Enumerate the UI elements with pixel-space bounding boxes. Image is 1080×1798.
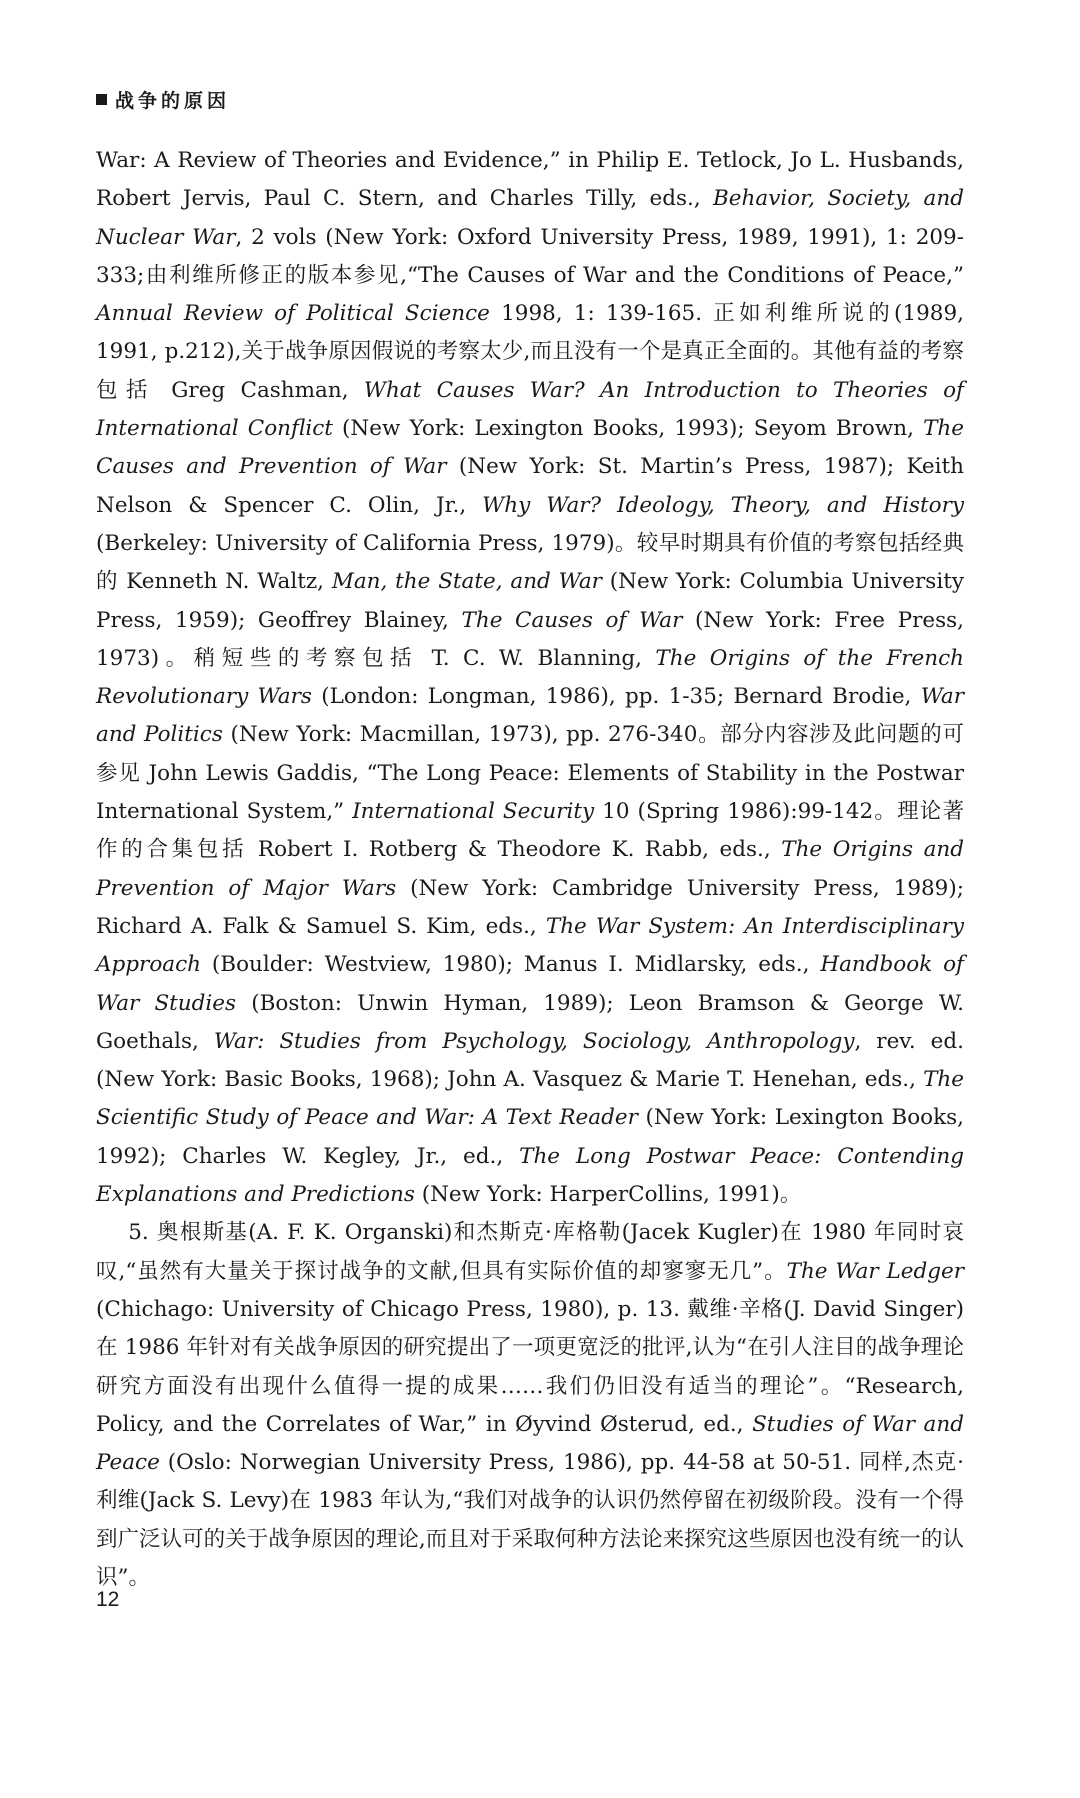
- book-title: Why War? Ideology, Theory, and History: [482, 492, 964, 518]
- journal-title: Annual Review of Political Science: [96, 301, 490, 327]
- journal-title: International Security: [352, 799, 595, 825]
- text-run: (New York: St. Martin’s Press, 1987); Keith Nelson & Spencer C. Olin, Jr.,: [96, 454, 965, 518]
- text-run: (Chichago: University of Chicago Press, 1980), p. 13. 戴维·辛格(J. David Singer)在 1986 年针对有关战争原因的研究提出了一项更宽泛的批评,认为“在引人注目的战争理论研究方面没有出现什么值得一提的成果……我们仍旧没有适当的理论”。“Research, Policy, and the Correlates of War,” in Øyvind Østerud, ed.,: [96, 1296, 964, 1437]
- note-5: [96, 1214, 964, 1597]
- text-run: (London: Longman, 1986), pp. 1-35; Bernard Brodie,: [321, 684, 912, 710]
- text-run: War: A Review of Theories and Evidence,” in Philip E. Tetlock, Jo L. Husbands, Robert Jervis, Paul C. Stern, and Charles Tilly, eds.,: [96, 148, 964, 212]
- page-number: 12: [96, 1588, 120, 1611]
- text-run: (New York: Macmillan, 1973), pp. 276-340。部分内容涉及此问题的可参见 John Lewis Gaddis, “The Long Peace: Elements of Stability in the Postwar International System,”: [96, 722, 964, 825]
- book-title: Man, the State, and War: [331, 569, 602, 595]
- text-run: (New York: HarperCollins, 1991)。: [421, 1182, 802, 1208]
- text-run: (New York: Columbia University Press, 1959); Geoffrey Blainey,: [96, 569, 964, 633]
- book-title: Studies of War and Peace: [96, 1411, 964, 1476]
- book-title: The Scientific Study of Peace and War: A Text Reader: [96, 1067, 964, 1131]
- text-run: (New York: Lexington Books, 1992); Charles W. Kegley, Jr., ed.,: [96, 1105, 964, 1169]
- book-title: The War System: An Interdisciplinary Approach: [96, 913, 964, 978]
- book-title: Handbook of War Studies: [96, 952, 965, 1016]
- book-title: War and Politics: [96, 684, 965, 748]
- book-title: War: Studies from Psychology, Sociology, Anthropology: [213, 1028, 855, 1054]
- book-title: The Causes of War: [461, 607, 683, 633]
- text-run: (Oslo: Norwegian University Press, 1986), pp. 44-58 at 50-51. 同样,杰克·利维(Jack S. Levy)在 1983 年认为,“我们对战争的认识仍然停留在初级阶段。没有一个得到广泛认可的关于战争原因的理论,而且对于采取何种方法论来探究这些原因也没有统一的认识”。: [96, 1450, 964, 1590]
- running-head-text: 战争的原因: [115, 90, 231, 112]
- text-run: (New York: Free Press, 1973)。稍短些的考察包括 T. C. W. Blanning,: [96, 607, 965, 671]
- text-run: (Boulder: Westview, 1980); Manus I. Midlarsky, eds.,: [211, 952, 810, 978]
- body-text: [96, 142, 964, 1597]
- book-title: What Causes War? An Introduction to Theories of International Conflict: [96, 377, 964, 442]
- text-run: (New York: Cambridge University Press, 1989); Richard A. Falk & Samuel S. Kim, eds.,: [96, 875, 964, 939]
- text-run: (Berkeley: University of California Press, 1979)。较早时期具有价值的考察包括经典的 Kenneth N. Waltz,: [96, 530, 964, 595]
- book-title: The Origins of the French Revolutionary Wars: [96, 645, 964, 710]
- square-bullet-icon: [96, 94, 107, 105]
- book-title: The Origins and Prevention of Major Wars: [96, 837, 964, 901]
- text-run: (Boston: Unwin Hyman, 1989); Leon Bramson & George W. Goethals,: [96, 990, 964, 1054]
- text-run: (New York: Lexington Books, 1993); Seyom Brown,: [342, 416, 914, 442]
- book-title: The War Ledger: [786, 1258, 965, 1284]
- book-title: The Long Postwar Peace: Contending Explanations and Predictions: [96, 1143, 964, 1208]
- running-head: [96, 86, 230, 113]
- text-run: 1998, 1: 139-165. 正如利维所说的(1989, 1991, p.212),关于战争原因假说的考察太少,而且没有一个是真正全面的。其他有益的考察包括 Greg Cashman,: [96, 301, 964, 403]
- text-run: , 2 vols (New York: Oxford University Press, 1989, 1991), 1: 209-333;由利维所修正的版本参见,“The Causes of War and the Conditions of Peace,”: [96, 224, 964, 288]
- text-run: 5. 奥根斯基(A. F. K. Organski)和杰斯克·库格勒(Jacek Kugler)在 1980 年同时哀叹,“虽然有大量关于探讨战争的文献,但具有实际价值的却寥寥无几”。: [96, 1220, 964, 1284]
- text-run: 10 (Spring 1986):99-142。理论著作的合集包括 Robert I. Rotberg & Theodore K. Rabb, eds.,: [96, 799, 964, 863]
- book-title: The Causes and Prevention of War: [96, 416, 964, 480]
- book-title: Behavior, Society, and Nuclear War: [96, 186, 964, 250]
- note-continuation: [96, 142, 964, 1214]
- text-run: , rev. ed. (New York: Basic Books, 1968); John A. Vasquez & Marie T. Henehan, eds.,: [96, 1028, 964, 1093]
